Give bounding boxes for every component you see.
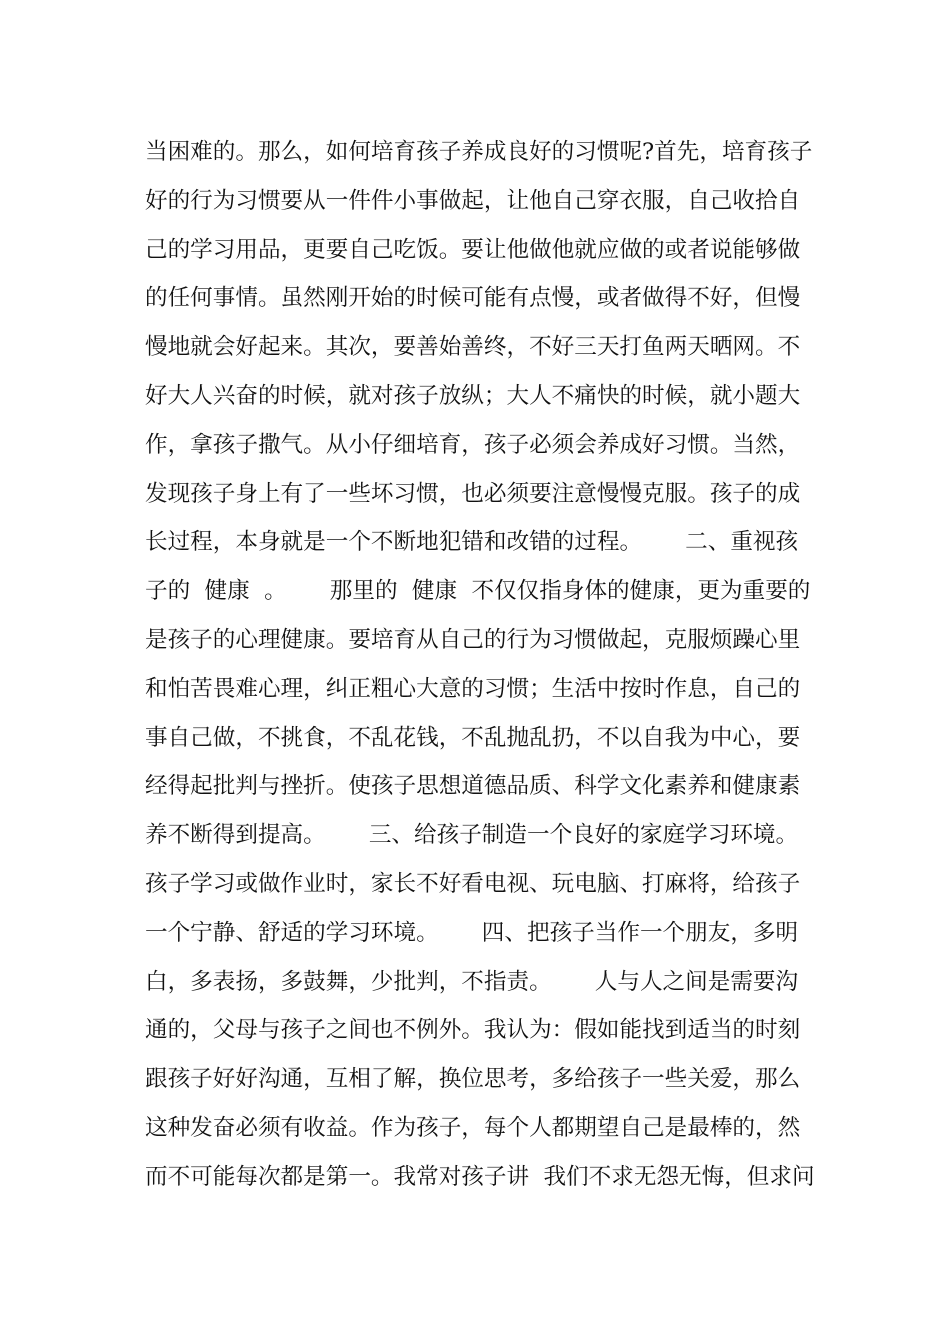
text-line: 发现孩子身上有了一些坏习惯，也必须要注意慢慢克服。孩子的成 [145, 480, 801, 507]
text-line: 是孩子的心理健康。要培育从自己的行为习惯做起，克服烦躁心里 [145, 626, 801, 653]
body-text [145, 128, 815, 1202]
text-line: 一个宁静、舒适的学习环境。 四、把孩子当作一个朋友，多明 [145, 919, 799, 946]
text-line: 白，多表扬，多鼓舞，少批判，不指责。 人与人之间是需要沟 [145, 968, 799, 995]
text-line: 而不可能每次都是第一。我常对孩子讲 我们不求无怨无悔，但求问 [145, 1163, 815, 1190]
text-line: 子的 健康 。 那里的 健康 不仅仅指身体的健康，更为重要的 [145, 578, 811, 605]
text-line: 作，拿孩子撒气。从小仔细培育，孩子必须会养成好习惯。当然， [145, 431, 801, 458]
text-line: 事自己做，不挑食，不乱花钱，不乱抛乱扔，不以自我为中心，要 [145, 724, 801, 751]
text-line: 经得起批判与挫折。使孩子思想道德品质、科学文化素养和健康素 [145, 773, 801, 800]
text-line: 慢地就会好起来。其次，要善始善终，不好三天打鱼两天晒网。不 [145, 334, 801, 361]
text-line: 好大人兴奋的时候，就对孩子放纵；大人不痛快的时候，就小题大 [145, 382, 801, 409]
text-line: 好的行为习惯要从一件件小事做起，让他自己穿衣服，自己收拾自 [145, 187, 801, 214]
text-line: 这种发奋必须有收益。作为孩子，每个人都期望自己是最棒的，然 [145, 1114, 801, 1141]
text-line: 长过程，本身就是一个不断地犯错和改错的过程。 二、重视孩 [145, 529, 799, 556]
text-line: 己的学习用品，更要自己吃饭。要让他做他就应做的或者说能够做 [145, 236, 801, 263]
text-line: 的任何事情。虽然刚开始的时候可能有点慢，或者做得不好，但慢 [145, 285, 801, 312]
text-line: 跟孩子好好沟通，互相了解，换位思考，多给孩子一些关爱，那么 [145, 1066, 801, 1093]
text-line: 养不断得到提高。 三、给孩子制造一个良好的家庭学习环境。 [145, 822, 799, 849]
text-line: 通的，父母与孩子之间也不例外。我认为：假如能找到适当的时刻 [145, 1017, 801, 1044]
text-line: 当困难的。那么，如何培育孩子养成良好的习惯呢?首先，培育孩子 [145, 139, 813, 165]
text-line: 孩子学习或做作业时，家长不好看电视、玩电脑、打麻将，给孩子 [145, 870, 801, 897]
text-line: 和怕苦畏难心理，纠正粗心大意的习惯；生活中按时作息，自己的 [145, 675, 801, 702]
